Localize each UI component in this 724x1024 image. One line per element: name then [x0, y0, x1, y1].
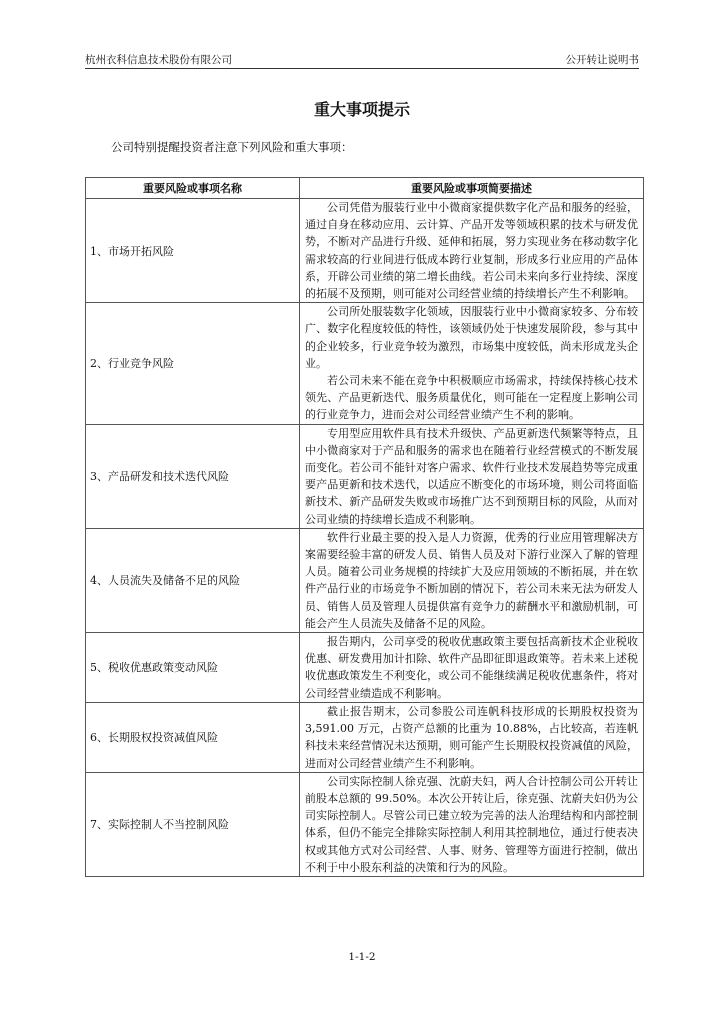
risk-description [300, 702, 644, 772]
risk-description-paragraph: 软件行业最主要的投入是人力资源，优秀的行业应用管理解决方案需要经验丰富的研发人员、销售人员及对下游行业深入了解的管理人员。随着公司业务规模的持续扩大及应用领域的不断拓展，并在软件产品行业的市场竞争不断加剧的情况下，若公司未来无法为研发人员、销售人员及管理人员提供富有竞争力的薪酬水平和激励机制，可能会产生人员流失及储备不足的风险。 [305, 530, 638, 630]
table-row [86, 702, 644, 772]
risk-name: 5、税收优惠政策变动风险 [86, 633, 300, 703]
risk-description [300, 199, 644, 303]
table-row [86, 528, 644, 632]
risk-description-paragraph: 若公司未来不能在竞争中积极顺应市场需求，持续保持核心技术领先、产品更新迭代、服务质量优化，则可能在一定程度上影响公司的行业竞争力，进而会对公司经营业绩产生不利的影响。 [305, 374, 638, 422]
risk-name: 1、市场开拓风险 [86, 199, 300, 303]
risk-description-paragraph: 公司实际控制人徐克强、沈蔚夫妇，两人合计控制公司公开转让前股本总额的 99.50%。本次公开转让后，徐克强、沈蔚夫妇仍为公司实际控制人。尽管公司已建立较为完善的法人治理结构和内部控制体系，但仍不能完全排除实际控制人利用其控制地位，通过行使表决权或其他方式对公司经营、人事、财务、管理等方面进行控制，做出不利于中小股东利益的决策和行为的风险。 [305, 774, 638, 874]
risk-description-paragraph: 公司所处服装数字化领域，因服装行业中小微商家较多、分布较广、数字化程度较低的特性，该领域仍处于快速发展阶段，参与其中的企业较多，行业竞争较为激烈，市场集中度较低，尚未形成龙头企业。 [305, 305, 638, 370]
risk-description-paragraph: 截止报告期末，公司参股公司连帆科技形成的长期股权投资为 3,591.00 万元，占资产总额的比重为 10.88%，占比较高，若连帆科技未来经营情况未达预期，则可能产生长期股权投资减值的风险，进而对公司经营业绩产生不利影响。 [305, 704, 638, 770]
risk-name: 4、人员流失及储备不足的风险 [86, 528, 300, 632]
header-divider [85, 68, 639, 69]
risk-description [300, 633, 644, 703]
risk-table [85, 177, 644, 877]
table-row [86, 633, 644, 703]
table-header-row [86, 178, 644, 199]
risk-name: 6、长期股权投资减值风险 [86, 702, 300, 772]
risk-description [300, 772, 644, 876]
risk-name: 3、产品研发和技术迭代风险 [86, 424, 300, 528]
table-row [86, 772, 644, 876]
table-row [86, 424, 644, 528]
table-row [86, 199, 644, 303]
table-row [86, 303, 644, 424]
risk-name: 7、实际控制人不当控制风险 [86, 772, 300, 876]
risk-description [300, 424, 644, 528]
column-header-description: 重要风险或事项简要描述 [300, 178, 644, 199]
risk-description-paragraph: 专用型应用软件具有技术升级快、产品更新迭代频繁等特点，且中小微商家对于产品和服务的需求也在随着行业经营模式的不断发展而变化。若公司不能针对客户需求、软件行业技术发展趋势等完成重要产品更新和技术迭代，以适应不断变化的市场环境，则公司将面临新技术、新产品研发失败或市场推广达不到预期目标的风险，从而对公司业绩的持续增长造成不利影响。 [305, 426, 638, 526]
risk-name: 2、行业竞争风险 [86, 303, 300, 424]
intro-text: 公司特别提醒投资者注意下列风险和重大事项： [111, 140, 353, 154]
risk-description [300, 303, 644, 424]
page-title: 重大事项提示 [313, 100, 410, 119]
risk-description-paragraph: 报告期内，公司享受的税收优惠政策主要包括高新技术企业税收优惠、研发费用加计扣除、软件产品即征即退政策等。若未来上述税收优惠政策发生不利变化，或公司不能继续满足税收优惠条件，将对公司经营业绩造成不利影响。 [305, 635, 638, 700]
page-number: 1-1-2 [348, 951, 376, 963]
header-document-type: 公开转让说明书 [565, 54, 639, 66]
page-header [85, 52, 639, 68]
header-company-name: 杭州衣科信息技术股份有限公司 [85, 54, 232, 66]
risk-description-paragraph: 公司凭借为服装行业中小微商家提供数字化产品和服务的经验，通过自身在移动应用、云计算、产品开发等领域积累的技术与研发优势，不断对产品进行升级、延伸和拓展，努力实现业务在移动数字化需求较高的行业间进行低成本跨行业复制，形成多行业应用的产品体系，开辟公司业绩的第二增长曲线。若公司未来向多行业持续、深度的拓展不及预期，则可能对公司经营业绩的持续增长产生不利影响。 [305, 201, 638, 301]
risk-description [300, 528, 644, 632]
column-header-name: 重要风险或事项名称 [86, 178, 300, 199]
